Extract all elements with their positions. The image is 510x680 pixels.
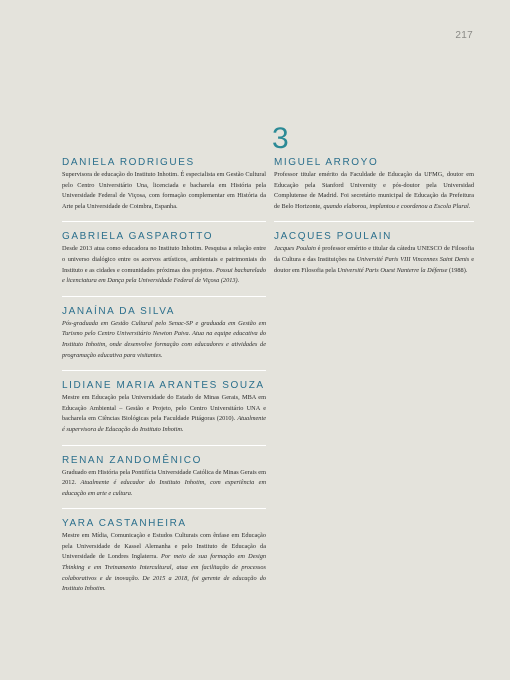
bio-name: DANIELA RODRIGUES [62,157,195,168]
bio-text-roman: Mestre em Mídia, Comunicação e Estudos Culturais com ênfase em Educação pela Universidade de Kassel Alemanha e pelo Instituto de Educação da Universidade de Londres Inglaterra. [62,532,266,561]
bio-text-roman: (1988). [447,266,468,274]
bio-miguel-arroyo [274,156,474,212]
bio-name: RENAN ZANDOMÊNICO [62,454,202,466]
bio-text-roman: Mestre em Educação pela Universidade do Estado de Minas Gerais, MBA em Educação Ambiental – Gestão e Projeto, pelo Centro Universitário UNA e bacharela em Ciências Biológicas pela Faculdade Pitágoras (2010). [62,394,266,423]
bio-text-roman: e doutor em Filosofia pela [274,255,474,274]
bio-text [62,170,266,212]
section-divider [274,221,474,222]
bio-text [62,468,266,500]
page-number: 217 [455,30,473,41]
bio-text-italic: Pós-graduada em Gestão Cultural pelo Senac-SP e graduada em Gestão em Turismo pelo Centro Universitário Newton Paiva. Atua na equipe educativa do Instituto Inhotim, onde desenvolve formação com educadores e atividades de programação educativa para visitantes. [62,319,266,359]
bio-name: MIGUEL ARROYO [274,157,379,168]
bio-text-roman: Graduado em História pela Pontifícia Universidade Católica de Minas Gerais em 2012. [62,468,266,487]
bio-text-italic: Possui bacharelado e licenciatura em Dança pela Universidade Federal de Viçosa (2013). [62,266,266,285]
bio-text [62,319,266,361]
bio-name: JACQUES POULAIN [274,231,392,243]
bio-name: GABRIELA GASPAROTTO [62,231,214,243]
left-column [62,156,266,595]
bio-text-roman: Desde 2013 atua como educadora no Instituto Inhotim. Pesquisa a relação entre o universo dialógico entre os acervos artísticos, ambientais e patrimoniais do Instituto e as cidades e comunidades próximas dos projetos. [62,245,266,274]
section-divider [62,370,266,371]
bio-renan-zandomenico [62,454,266,500]
bio-daniela-rodrigues [62,156,266,212]
bio-text-roman: Supervisora de educação do Instituto Inhotim. É especialista em Gestão Cultural pelo Centro Universitário Una, licenciada e bacharela em História pela Universidade Federal de Viçosa, com formação complementar em História da Arte pela Universidade de Coimbra, Espanha. [62,171,266,210]
bio-text-roman: é professor emérito e titular da cátedra UNESCO de Filosofia da Cultura e das Instituições na [274,245,474,263]
bio-name: YARA CASTANHEIRA [62,518,187,530]
section-divider [62,296,266,297]
section-divider [62,508,266,509]
section-divider [62,221,266,222]
right-column [274,156,474,276]
bio-jacques-poulain [274,230,474,276]
bio-text [62,393,266,435]
bio-text-italic: Université Paris Ouest Nanterre la Défense [337,266,448,274]
section-divider [62,445,266,446]
bio-text [274,244,474,276]
bio-name: JANAÍNA DA SILVA [62,305,176,317]
bio-text-italic: Atualmente é supervisora de Educação do Instituto Inhotim. [62,415,266,433]
bio-text [62,244,266,286]
bio-text-italic: Université Paris VIII Vincennes Saint Denis [356,255,470,263]
bio-janaina-da-silva [62,305,266,361]
bio-text-italic: Jacques Poulain [274,245,316,253]
bio-text [274,170,474,212]
bio-text-italic: Atualmente é educador do Instituto Inhotim, com experiência em educação em arte e cultura. [62,479,266,497]
section-number: 3 [272,122,289,155]
bio-gabriela-gasparotto [62,230,266,286]
bio-text [62,531,266,595]
bio-name: LIDIANE MARIA ARANTES SOUZA [62,380,265,392]
bio-text-roman: Professor titular emérito da Faculdade de Educação da UFMG, doutor em Educação pela Stanford University e pós-doutor pela Universidad Complutense de Madrid. Foi secretário municipal de Educação da Prefeitura de Belo Horizonte, [274,171,474,210]
bio-lidiane-maria-arantes-souza [62,379,266,435]
bio-text-italic: quando elaborou, implantou e coordenou a Escola Plural. [323,202,471,210]
bio-yara-castanheira [62,517,266,595]
bio-text-italic: Por meio de sua formação em Design Thinking e em Treinamento Intercultural, atua em facilitação de processos colaborativos e de inovação. De 2015 a 2018, foi gerente de educação do Instituto Inhotim. [62,553,267,593]
